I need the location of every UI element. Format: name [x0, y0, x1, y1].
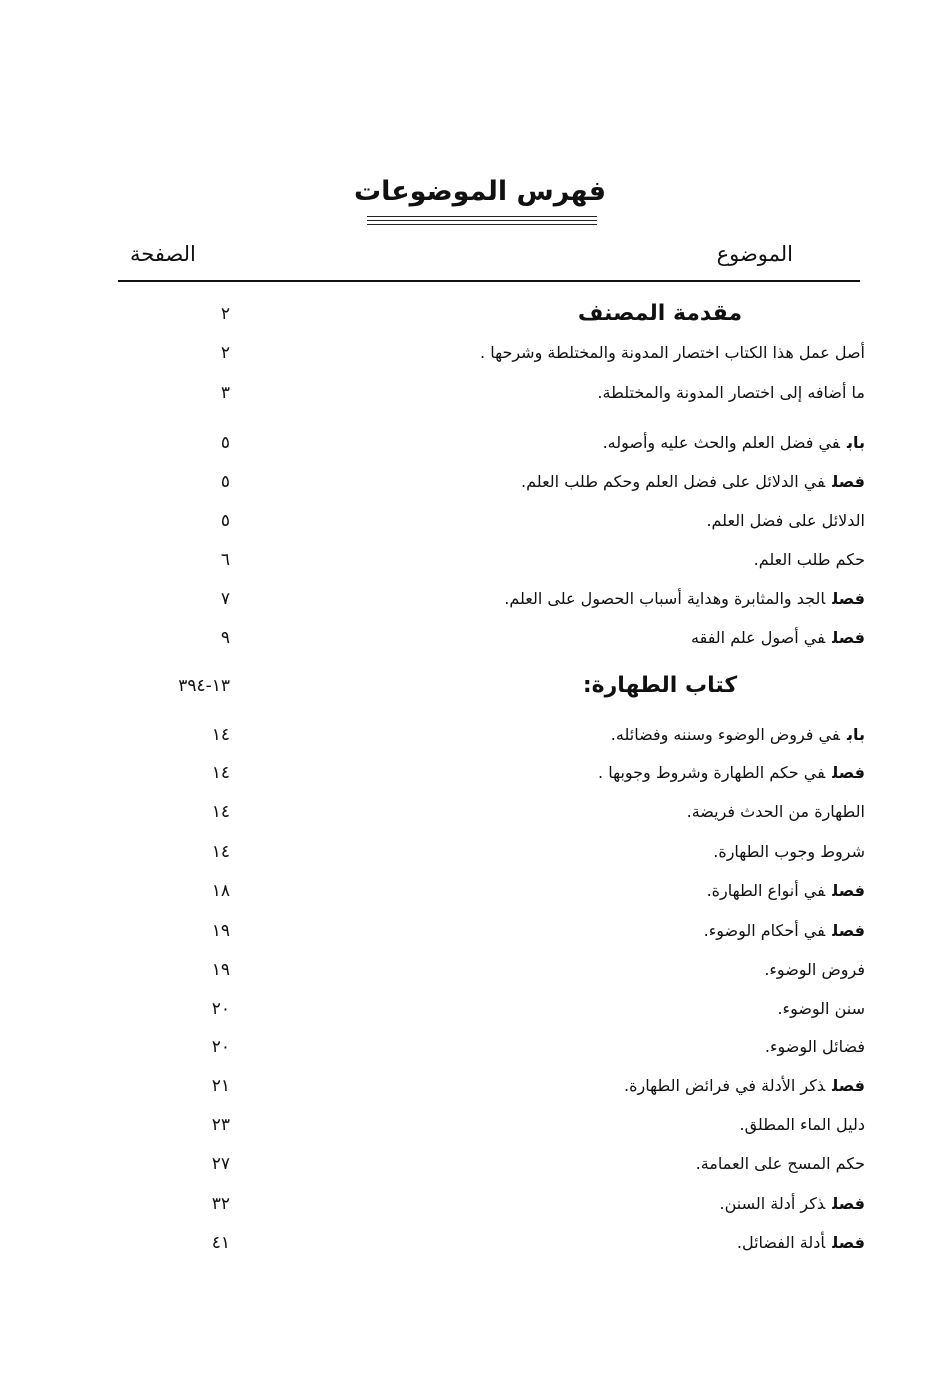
toc-topic-text: في أحكام الوضوء. — [703, 921, 826, 940]
toc-topic — [624, 1070, 865, 1102]
toc-topic-text: في حكم الطهارة وشروط وجوبها . — [598, 763, 826, 782]
toc-topic — [696, 1148, 865, 1180]
toc-topic — [598, 757, 865, 789]
toc-page-number: ١٩ — [211, 960, 230, 980]
toc-topic — [521, 466, 865, 498]
toc-keyword: باب — [846, 433, 865, 452]
toc-row — [0, 377, 943, 409]
toc-topic — [754, 544, 865, 576]
toc-page-number: ٥ — [220, 433, 230, 453]
toc-topic — [687, 796, 865, 828]
toc-row — [0, 427, 943, 459]
toc-row — [0, 1031, 943, 1063]
toc-topic — [777, 993, 865, 1025]
toc-page-number: ١٨ — [211, 881, 230, 901]
toc-row — [0, 583, 943, 615]
toc-topic-text: دليل الماء المطلق. — [739, 1115, 865, 1134]
toc-page-number: ١٤ — [211, 725, 230, 745]
toc-topic — [707, 875, 865, 907]
toc-page-number: ٤١ — [211, 1233, 230, 1253]
toc-row — [0, 337, 943, 369]
toc-row — [0, 1148, 943, 1180]
toc-row — [0, 796, 943, 828]
toc-topic-text: في فضل العلم والحث عليه وأصوله. — [602, 433, 840, 452]
toc-keyword: فصل — [832, 1194, 865, 1213]
toc-topic-text: الجد والمثابرة وهداية أسباب الحصول على العلم. — [504, 589, 826, 608]
toc-row — [0, 1227, 943, 1259]
toc-topic-text: فضائل الوضوء. — [764, 1037, 865, 1056]
toc-topic-text: حكم المسح على العمامة. — [695, 1154, 865, 1173]
toc-topic-text: في أصول علم الفقه — [691, 628, 826, 647]
toc-topic — [504, 583, 865, 615]
toc-row — [0, 505, 943, 537]
toc-topic — [764, 954, 865, 986]
toc-page-number: ٢٣ — [211, 1115, 230, 1135]
toc-page-number: ٣٢ — [211, 1194, 230, 1214]
toc-topic — [739, 1109, 865, 1141]
toc-row — [0, 993, 943, 1025]
toc-topic-text: ذكر الأدلة في فرائض الطهارة. — [624, 1076, 826, 1095]
toc-keyword: فصل — [832, 628, 865, 647]
toc-topic — [597, 377, 865, 409]
toc-row — [0, 544, 943, 576]
toc-page-number: ٢٧ — [211, 1154, 230, 1174]
toc-topic-text: ما أضافه إلى اختصار المدونة والمختلطة. — [597, 383, 865, 402]
toc-page-number: ١٤ — [211, 842, 230, 862]
toc-row — [0, 670, 943, 702]
toc-topic-text: شروط وجوب الطهارة. — [713, 842, 865, 861]
toc-page-number: ١٩ — [211, 921, 230, 941]
toc-keyword: فصل — [832, 589, 865, 608]
toc-row — [0, 836, 943, 868]
toc-page-number: ١٤ — [211, 802, 230, 822]
toc-topic-text: كتاب الطهارة: — [582, 673, 738, 698]
toc-keyword: فصل — [832, 763, 865, 782]
toc-topic-text: سنن الوضوء. — [777, 999, 865, 1018]
toc-page-number: ١٤ — [211, 763, 230, 783]
title-underline-3 — [367, 224, 597, 225]
toc-page-number: ٥ — [220, 511, 230, 531]
column-header-page: الصفحة — [130, 242, 196, 266]
toc-page-number: ٢٠ — [211, 999, 230, 1019]
toc-topic-text: فروض الوضوء. — [764, 960, 865, 979]
toc-row — [0, 915, 943, 947]
toc-topic-text: أدلة الفضائل. — [736, 1233, 826, 1252]
toc-topic-text: الطهارة من الحدث فريضة. — [686, 802, 865, 821]
toc-page-number: ٥ — [220, 472, 230, 492]
toc-topic-text: الدلائل على فضل العلم. — [706, 511, 865, 530]
toc-row — [0, 298, 943, 330]
title-underline-2 — [367, 220, 597, 221]
column-header-topic: الموضوع — [716, 242, 793, 266]
toc-page-number: ٢ — [220, 343, 230, 363]
toc-row — [0, 466, 943, 498]
toc-row — [0, 954, 943, 986]
toc-page-number: ٧ — [220, 589, 230, 609]
toc-keyword: فصل — [832, 472, 865, 491]
toc-page-number: ٢٠ — [211, 1037, 230, 1057]
toc-row — [0, 622, 943, 654]
toc-row — [0, 875, 943, 907]
toc-page-number: ٦ — [220, 550, 230, 570]
toc-topic — [737, 1227, 865, 1259]
toc-topic — [704, 915, 865, 947]
toc-row — [0, 719, 943, 751]
toc-page-number: ٢١ — [211, 1076, 230, 1096]
toc-topic — [713, 836, 865, 868]
toc-topic — [603, 427, 865, 459]
toc-row — [0, 1109, 943, 1141]
toc-page-number: ٣ — [220, 383, 230, 403]
title-underline-1 — [367, 216, 597, 217]
toc-topic-text: حكم طلب العلم. — [753, 550, 865, 569]
toc-page-number: ٢ — [220, 304, 230, 324]
toc-topic — [611, 719, 865, 751]
header-rule — [118, 280, 860, 282]
toc-topic — [765, 1031, 865, 1063]
toc-topic-text: أصل عمل هذا الكتاب اختصار المدونة والمختلطة وشرحها . — [480, 343, 865, 362]
toc-row — [0, 1188, 943, 1220]
toc-page-number: ٩ — [220, 628, 230, 648]
toc-topic-text: في الدلائل على فضل العلم وحكم طلب العلم. — [521, 472, 826, 491]
toc-keyword: فصل — [832, 1233, 865, 1252]
toc-keyword: فصل — [832, 881, 865, 900]
toc-topic — [691, 622, 865, 654]
toc-keyword: فصل — [832, 1076, 865, 1095]
toc-topic — [719, 1188, 865, 1220]
toc-keyword: فصل — [832, 921, 865, 940]
toc-keyword: باب — [846, 725, 865, 744]
toc-topic-text: في فروض الوضوء وسننه وفضائله. — [610, 725, 840, 744]
toc-topic — [480, 337, 865, 369]
toc-page-number: ١٣-٣٩٤ — [178, 676, 230, 696]
toc-topic — [706, 505, 865, 537]
toc-topic-text: مقدمة المصنف — [577, 301, 743, 326]
toc-row — [0, 1070, 943, 1102]
toc-topic-text: في أنواع الطهارة. — [706, 881, 826, 900]
toc-topic-text: ذكر أدلة السنن. — [719, 1194, 826, 1213]
toc-row — [0, 757, 943, 789]
toc-title: فهرس الموضوعات — [353, 176, 607, 207]
